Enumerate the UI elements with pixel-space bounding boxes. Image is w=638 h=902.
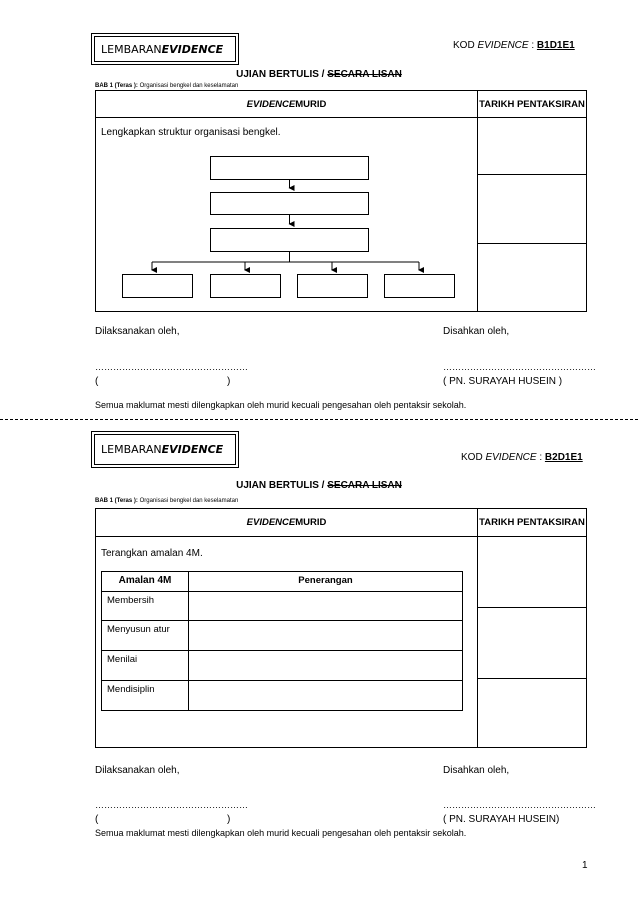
date-cell-2[interactable] (477, 607, 587, 679)
table-header-amalan: Amalan 4M (102, 572, 189, 592)
signature-line-student[interactable]: …………………………………………… (95, 362, 248, 372)
exam-main: UJIAN BERTULIS / (236, 480, 328, 491)
row-label: Menyusun atur (102, 621, 189, 651)
paren-close: ) (227, 376, 231, 387)
kod-sep: : (536, 452, 545, 463)
amalan-table (101, 571, 463, 711)
bab-text: Organisasi bengkel dan keselamatan (137, 498, 239, 504)
exam-struck: SECARA LISAN (327, 480, 402, 491)
header-em: EVIDENCE (246, 517, 296, 528)
instruction: Lengkapkan struktur organisasi bengkel. (101, 127, 281, 138)
kod-em: EVIDENCE (477, 40, 529, 51)
title-prefix: LEMBARAN (101, 443, 162, 456)
row-answer[interactable] (189, 651, 463, 681)
date-header-label: TARIKH PENTAKSIRAN (479, 517, 585, 528)
evidence-header (95, 508, 478, 537)
row-answer[interactable] (189, 592, 463, 621)
bab-label: BAB 1 (Teras ): (95, 498, 138, 504)
org-connectors (0, 0, 638, 330)
exam-main: UJIAN BERTULIS / (236, 69, 328, 80)
kod-label: KOD (461, 452, 486, 463)
row-answer[interactable] (189, 681, 463, 711)
kod-value: B2D1E1 (544, 452, 583, 463)
kod-value: B1D1E1 (536, 40, 575, 51)
signature-line-assessor[interactable]: …………………………………………… (443, 362, 596, 372)
row-label: Mendisiplin (102, 681, 189, 711)
date-cell-1[interactable] (477, 536, 587, 608)
table-row (102, 651, 463, 681)
kod-em: EVIDENCE (485, 452, 537, 463)
header-rest: MURID (295, 517, 327, 528)
row-label: Menilai (102, 651, 189, 681)
table-row (102, 592, 463, 621)
date-header-label: TARIKH PENTAKSIRAN (479, 98, 585, 110)
bab-label: BAB 1 (Teras ): (95, 83, 138, 89)
page-number: 1 (582, 860, 588, 871)
date-cell-3[interactable] (477, 678, 587, 748)
title-em: EVIDENCE (161, 42, 224, 56)
verifier-name: ( PN. SURAYAH HUSEIN ) (443, 376, 563, 387)
cut-line (0, 419, 638, 420)
paren-close: ) (227, 814, 231, 825)
row-answer[interactable] (189, 621, 463, 651)
completion-note: Semua maklumat mesti dilengkapkan oleh murid kecuali pengesahan oleh pentaksir sekolah. (95, 828, 467, 838)
paren-open: ( (95, 814, 99, 825)
verifier-name: ( PN. SURAYAH HUSEIN) (443, 814, 560, 825)
header-rest: MURID (295, 98, 327, 110)
title-em: EVIDENCE (161, 443, 224, 456)
instruction: Terangkan amalan 4M. (101, 548, 203, 559)
table-row (102, 681, 463, 711)
table-header-row (102, 572, 463, 592)
kod-label: KOD (453, 40, 478, 51)
chapter-line (95, 498, 238, 504)
bab-text: Organisasi bengkel dan keselamatan (137, 83, 239, 89)
approved-by-label: Disahkan oleh, (443, 326, 510, 337)
done-by-label: Dilaksanakan oleh, (95, 326, 180, 337)
signature-line-student[interactable]: …………………………………………… (95, 800, 248, 810)
exam-struck: SECARA LISAN (327, 69, 402, 80)
header-em: EVIDENCE (246, 98, 296, 110)
title-box (91, 431, 239, 468)
completion-note: Semua maklumat mesti dilengkapkan oleh murid kecuali pengesahan oleh pentaksir sekolah. (95, 400, 467, 410)
signature-line-assessor[interactable]: …………………………………………… (443, 800, 596, 810)
done-by-label: Dilaksanakan oleh, (95, 765, 180, 776)
title-prefix: LEMBARAN (101, 42, 162, 56)
exam-type (0, 480, 638, 491)
table-row (102, 621, 463, 651)
row-label: Membersih (102, 592, 189, 621)
evidence-code (461, 452, 583, 463)
approved-by-label: Disahkan oleh, (443, 765, 510, 776)
kod-sep: : (528, 40, 537, 51)
table-header-penerangan: Penerangan (189, 572, 463, 592)
paren-open: ( (95, 376, 99, 387)
sheet-title (94, 434, 236, 465)
date-header (477, 508, 587, 537)
